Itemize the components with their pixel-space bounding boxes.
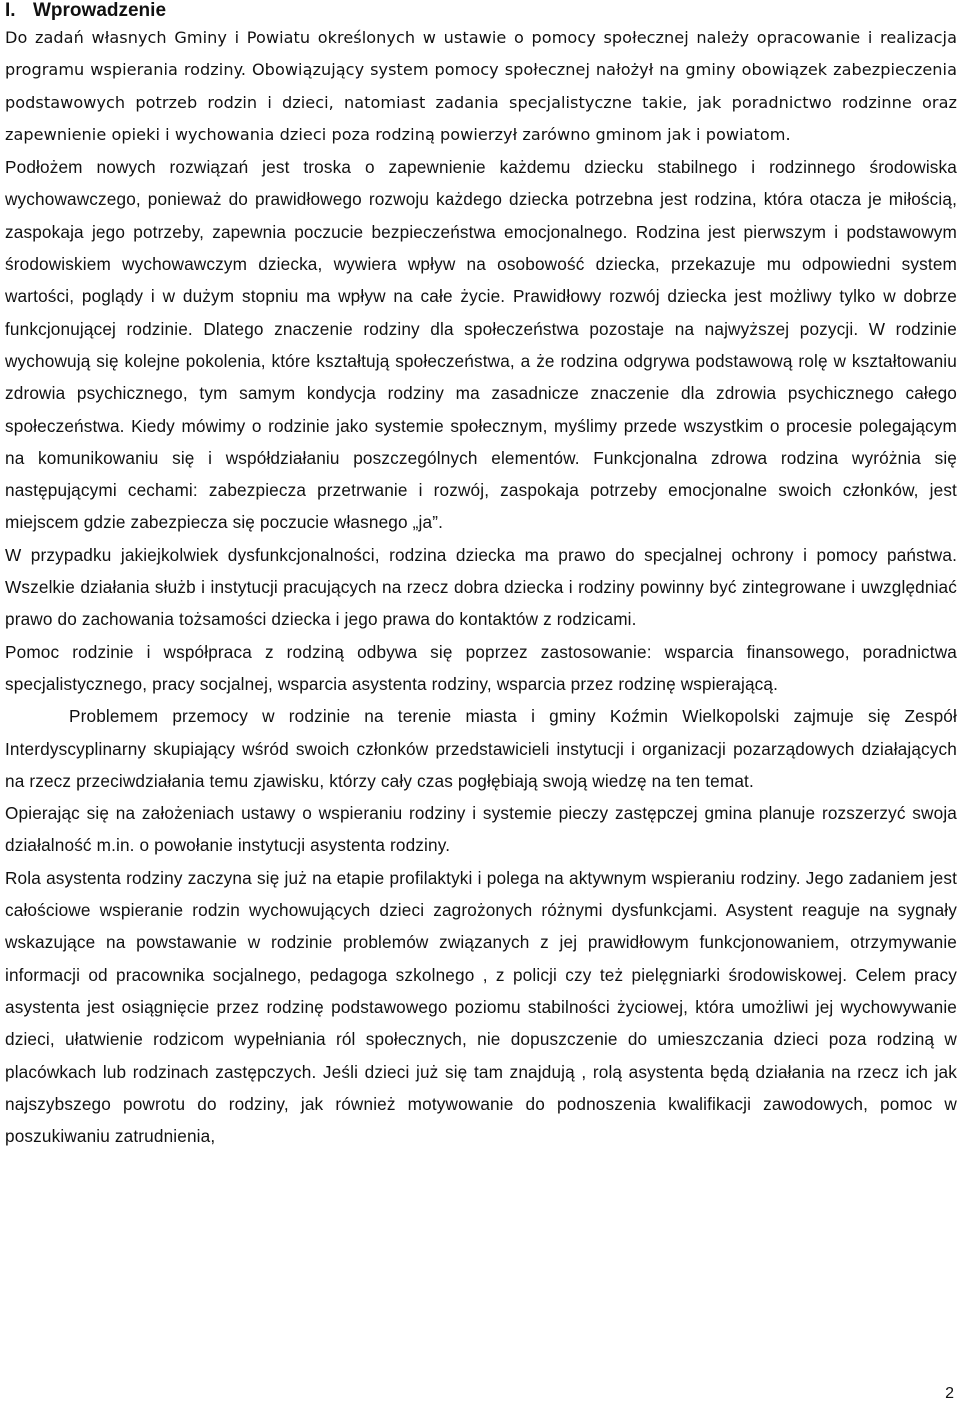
paragraph-assistant-plan: Opierając się na założeniach ustawy o wspieraniu rodziny i systemie pieczy zastępczej gmina planuje rozszerzyć swoja działalność m.in. o powołanie instytucji asystenta rodziny. <box>5 803 957 856</box>
paragraph-support-forms: Pomoc rodzinie i współpraca z rodziną odbywa się poprzez zastosowanie: wsparcia finansowego, poradnictwa specjalistycznego, pracy socjalnej, wsparcia asystenta rodziny, wsparcia przez rodzinę wspierającą. <box>5 641 957 694</box>
page-number: 2 <box>945 1385 954 1402</box>
paragraph-assistant-role: Rola asystenta rodziny zaczyna się już na etapie profilaktyki i polega na aktywnym wspieraniu rodziny. Jego zadaniem jest całościowe wspieranie rodzin wychowujących dzieci zagrożonych różnymi dysfunkcjami. Asystent reaguje na sygnały wskazujące na powstawanie w rodzinie problemów związanych z jej prawidłowym funkcjonowaniem, otrzymywanie informacji od pracownika socjalnego, pedagoga szkolnego , z policji czy też pielęgniarki środowiskowej. Celem pracy asystenta jest osiągnięcie przez rodzinę podstawowego poziomu stabilności życiowej, która umożliwi jej wychowywanie dzieci, ułatwienie rodzicom wypełniania ról społecznych, nie dopuszczenie do umieszczania dzieci poza rodziną w placówkach lub rodzinach zastępczych. Jeśli dzieci już się tam znajdują , rolą asystenta będą działania na rzecz ich jak najszybszego powrotu do rodziny, jak również motywowanie do podnoszenia kwalifikacji zawodowych, pomoc w poszukiwaniu zatrudnienia, <box>5 867 957 1147</box>
paragraph-violence-team: Problemem przemocy w rodzinie na terenie miasta i gminy Koźmin Wielkopolski zajmuje się Zespół Interdyscyplinarny skupiający wśród swoich członków przedstawicieli instytucji i organizacji pozarządowych działających na rzecz przeciwdziałania temu zjawisku, którzy cały czas pogłębiają swoją wiedzę na ten temat. <box>5 706 957 791</box>
section-number: I. <box>5 0 16 21</box>
paragraph-family-foundation: Podłożem nowych rozwiązań jest troska o zapewnienie każdemu dziecku stabilnego i rodzinnego środowiska wychowawczego, ponieważ do prawidłowego rozwoju każdego dziecka potrzebna jest rodzina, która otacza je miłością, zaspokaja jego potrzeby, zapewnia poczucie bezpieczeństwa emocjonalnego. Rodzina jest pierwszym i podstawowym środowiskiem wychowawczym dziecka, wywiera wpływ na osobowość dziecka, przekazuje mu odpowiedni system wartości, poglądy i w dużym stopniu ma wpływ na całe życie. Prawidłowy rozwój dziecka jest możliwy tylko w dobrze funkcjonującej rodzinie. Dlatego znaczenie rodziny dla społeczeństwa pozostaje na najwyższej pozycji. W rodzinie wychowują się kolejne pokolenia, które kształtują społeczeństwa, a że rodzina odgrywa podstawową rolę w kształtowaniu zdrowia psychicznego, tym samym kondycja rodziny ma zasadnicze znaczenie dla zdrowia psychicznego całego społeczeństwa. Kiedy mówimy o rodzinie jako systemie społecznym, myślimy przede wszystkim o procesie polegającym na komunikowaniu się i współdziałaniu poszczególnych elementów. Funkcjonalna zdrowa rodzina wyróżnia się następującymi cechami: zabezpiecza przetrwanie i rozwój, zaspokaja potrzeby emocjonalne swoich członków, jest miejscem gdzie zabezpiecza się poczucie własnego „ja”. <box>5 157 957 533</box>
paragraph-dysfunction: W przypadku jakiejkolwiek dysfunkcjonalności, rodzina dziecka ma prawo do specjalnej ochrony i pomocy państwa. Wszelkie działania służb i instytucji pracujących na rzecz dobra dziecka i rodziny powinny być zintegrowane i uwzględniać prawo do zachowania tożsamości dziecka i jego prawa do kontaktów z rodzicami. <box>5 544 957 630</box>
section-title: Wprowadzenie <box>33 0 167 21</box>
paragraph-intro: Do zadań własnych Gminy i Powiatu określonych w ustawie o pomocy społecznej należy opracowanie i realizacja programu wspierania rodziny. Obowiązujący system pomocy społecznej nałożył na gminy obowiązek zabezpieczenia podstawowych potrzeb rodzin i dzieci, natomiast zadania specjalistyczne takie, jak poradnictwo rodzinne oraz zapewnienie opieki i wychowania dzieci poza rodziną powierzył zarówno gminom jak i powiatom. <box>5 28 957 144</box>
document-page <box>5 0 957 1152</box>
section-heading <box>5 0 957 22</box>
